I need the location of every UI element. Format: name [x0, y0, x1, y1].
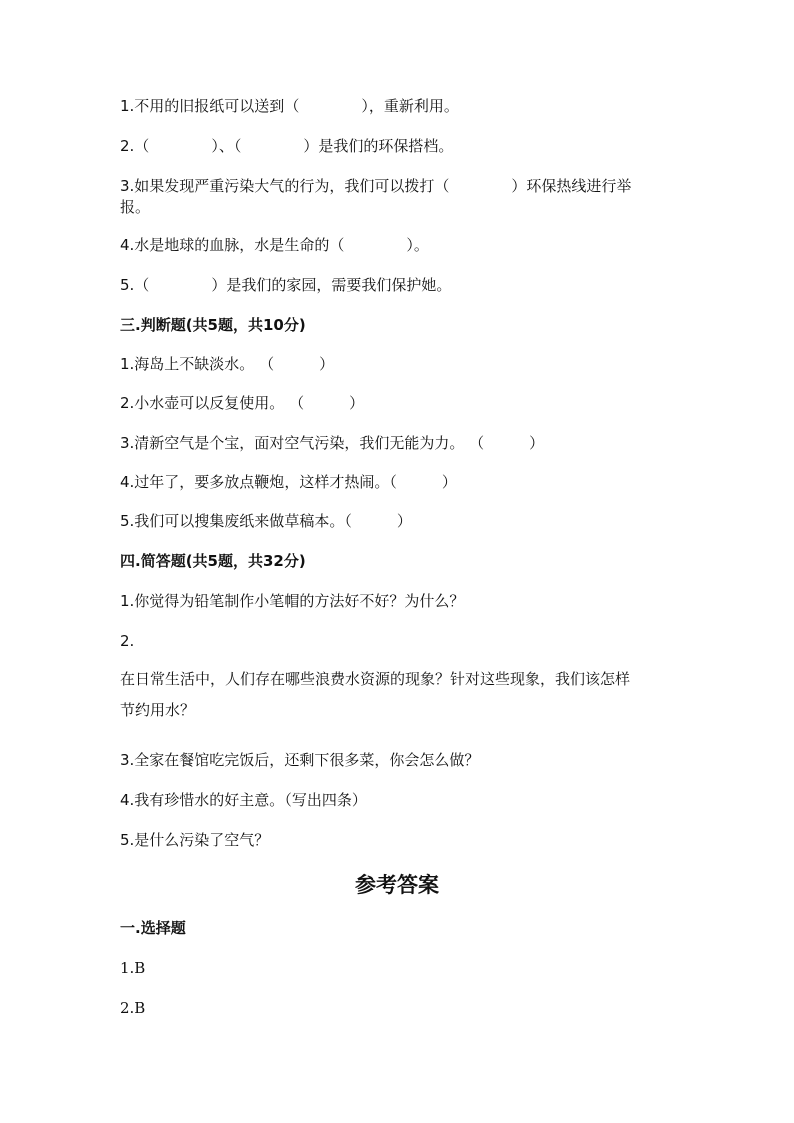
judge-item-5: 5.我们可以搜集废纸来做草稿本。（ ）	[120, 512, 412, 530]
fill-q1-after: ），重新利用。	[361, 97, 459, 115]
short-question-2-line-2: 节约用水？	[120, 701, 196, 719]
fill-q3-before: 3.如果发现严重污染大气的行为，我们可以拨打（	[120, 177, 450, 195]
short-section-heading: 四.简答题(共5题，共32分)	[120, 552, 306, 570]
judge-item-4: 4.过年了，要多放点鞭炮，这样才热闹。（ ）	[120, 473, 457, 491]
fill-q4-before: 4.水是地球的血脉，水是生命的（	[120, 236, 345, 254]
fill-q2-after: ）是我们的环保搭档。	[303, 137, 454, 155]
fill-question-3-continued	[120, 196, 680, 218]
fill-q2-mid: ）、（	[211, 137, 242, 155]
fill-q1-before: 1.不用的旧报纸可以送到（	[120, 97, 300, 115]
fill-question-4	[120, 234, 680, 256]
short-question-4: 4.我有珍惜水的好主意。（写出四条）	[120, 791, 367, 809]
fill-q4-after: ）。	[406, 236, 429, 254]
judge-item-2: 2.小水壶可以反复使用。 （ ）	[120, 394, 365, 412]
fill-q5-after: ）是我们的家园，需要我们保护她。	[211, 276, 452, 294]
short-question-2-number: 2.	[120, 632, 135, 650]
short-question-5: 5.是什么污染了空气？	[120, 831, 270, 849]
fill-question-1	[120, 95, 680, 117]
answer-2: 2.B	[120, 999, 146, 1017]
judge-item-1: 1.海岛上不缺淡水。 （ ）	[120, 355, 335, 373]
fill-question-3	[120, 175, 680, 197]
answer-key-title: 参考答案	[355, 872, 439, 897]
fill-q2-before: 2.（	[120, 137, 150, 155]
fill-question-2	[120, 135, 680, 157]
short-question-1: 1.你觉得为铅笔制作小笔帽的方法好不好？为什么？	[120, 592, 465, 610]
short-question-2-line-1: 在日常生活中，人们存在哪些浪费水资源的现象？针对这些现象，我们该怎样	[120, 670, 631, 688]
fill-q5-before: 5.（	[120, 276, 150, 294]
answer-section-1-heading: 一.选择题	[120, 919, 186, 937]
judge-section-heading: 三.判断题(共5题，共10分)	[120, 316, 306, 334]
short-question-3: 3.全家在餐馆吃完饭后，还剩下很多菜，你会怎么做？	[120, 751, 480, 769]
judge-item-3: 3.清新空气是个宝，面对空气污染，我们无能为力。 （ ）	[120, 434, 545, 452]
fill-q3-after: ）环保热线进行举	[511, 177, 632, 195]
fill-question-5	[120, 274, 680, 296]
fill-q3-line2: 报。	[120, 198, 151, 216]
answer-1: 1.B	[120, 959, 146, 977]
